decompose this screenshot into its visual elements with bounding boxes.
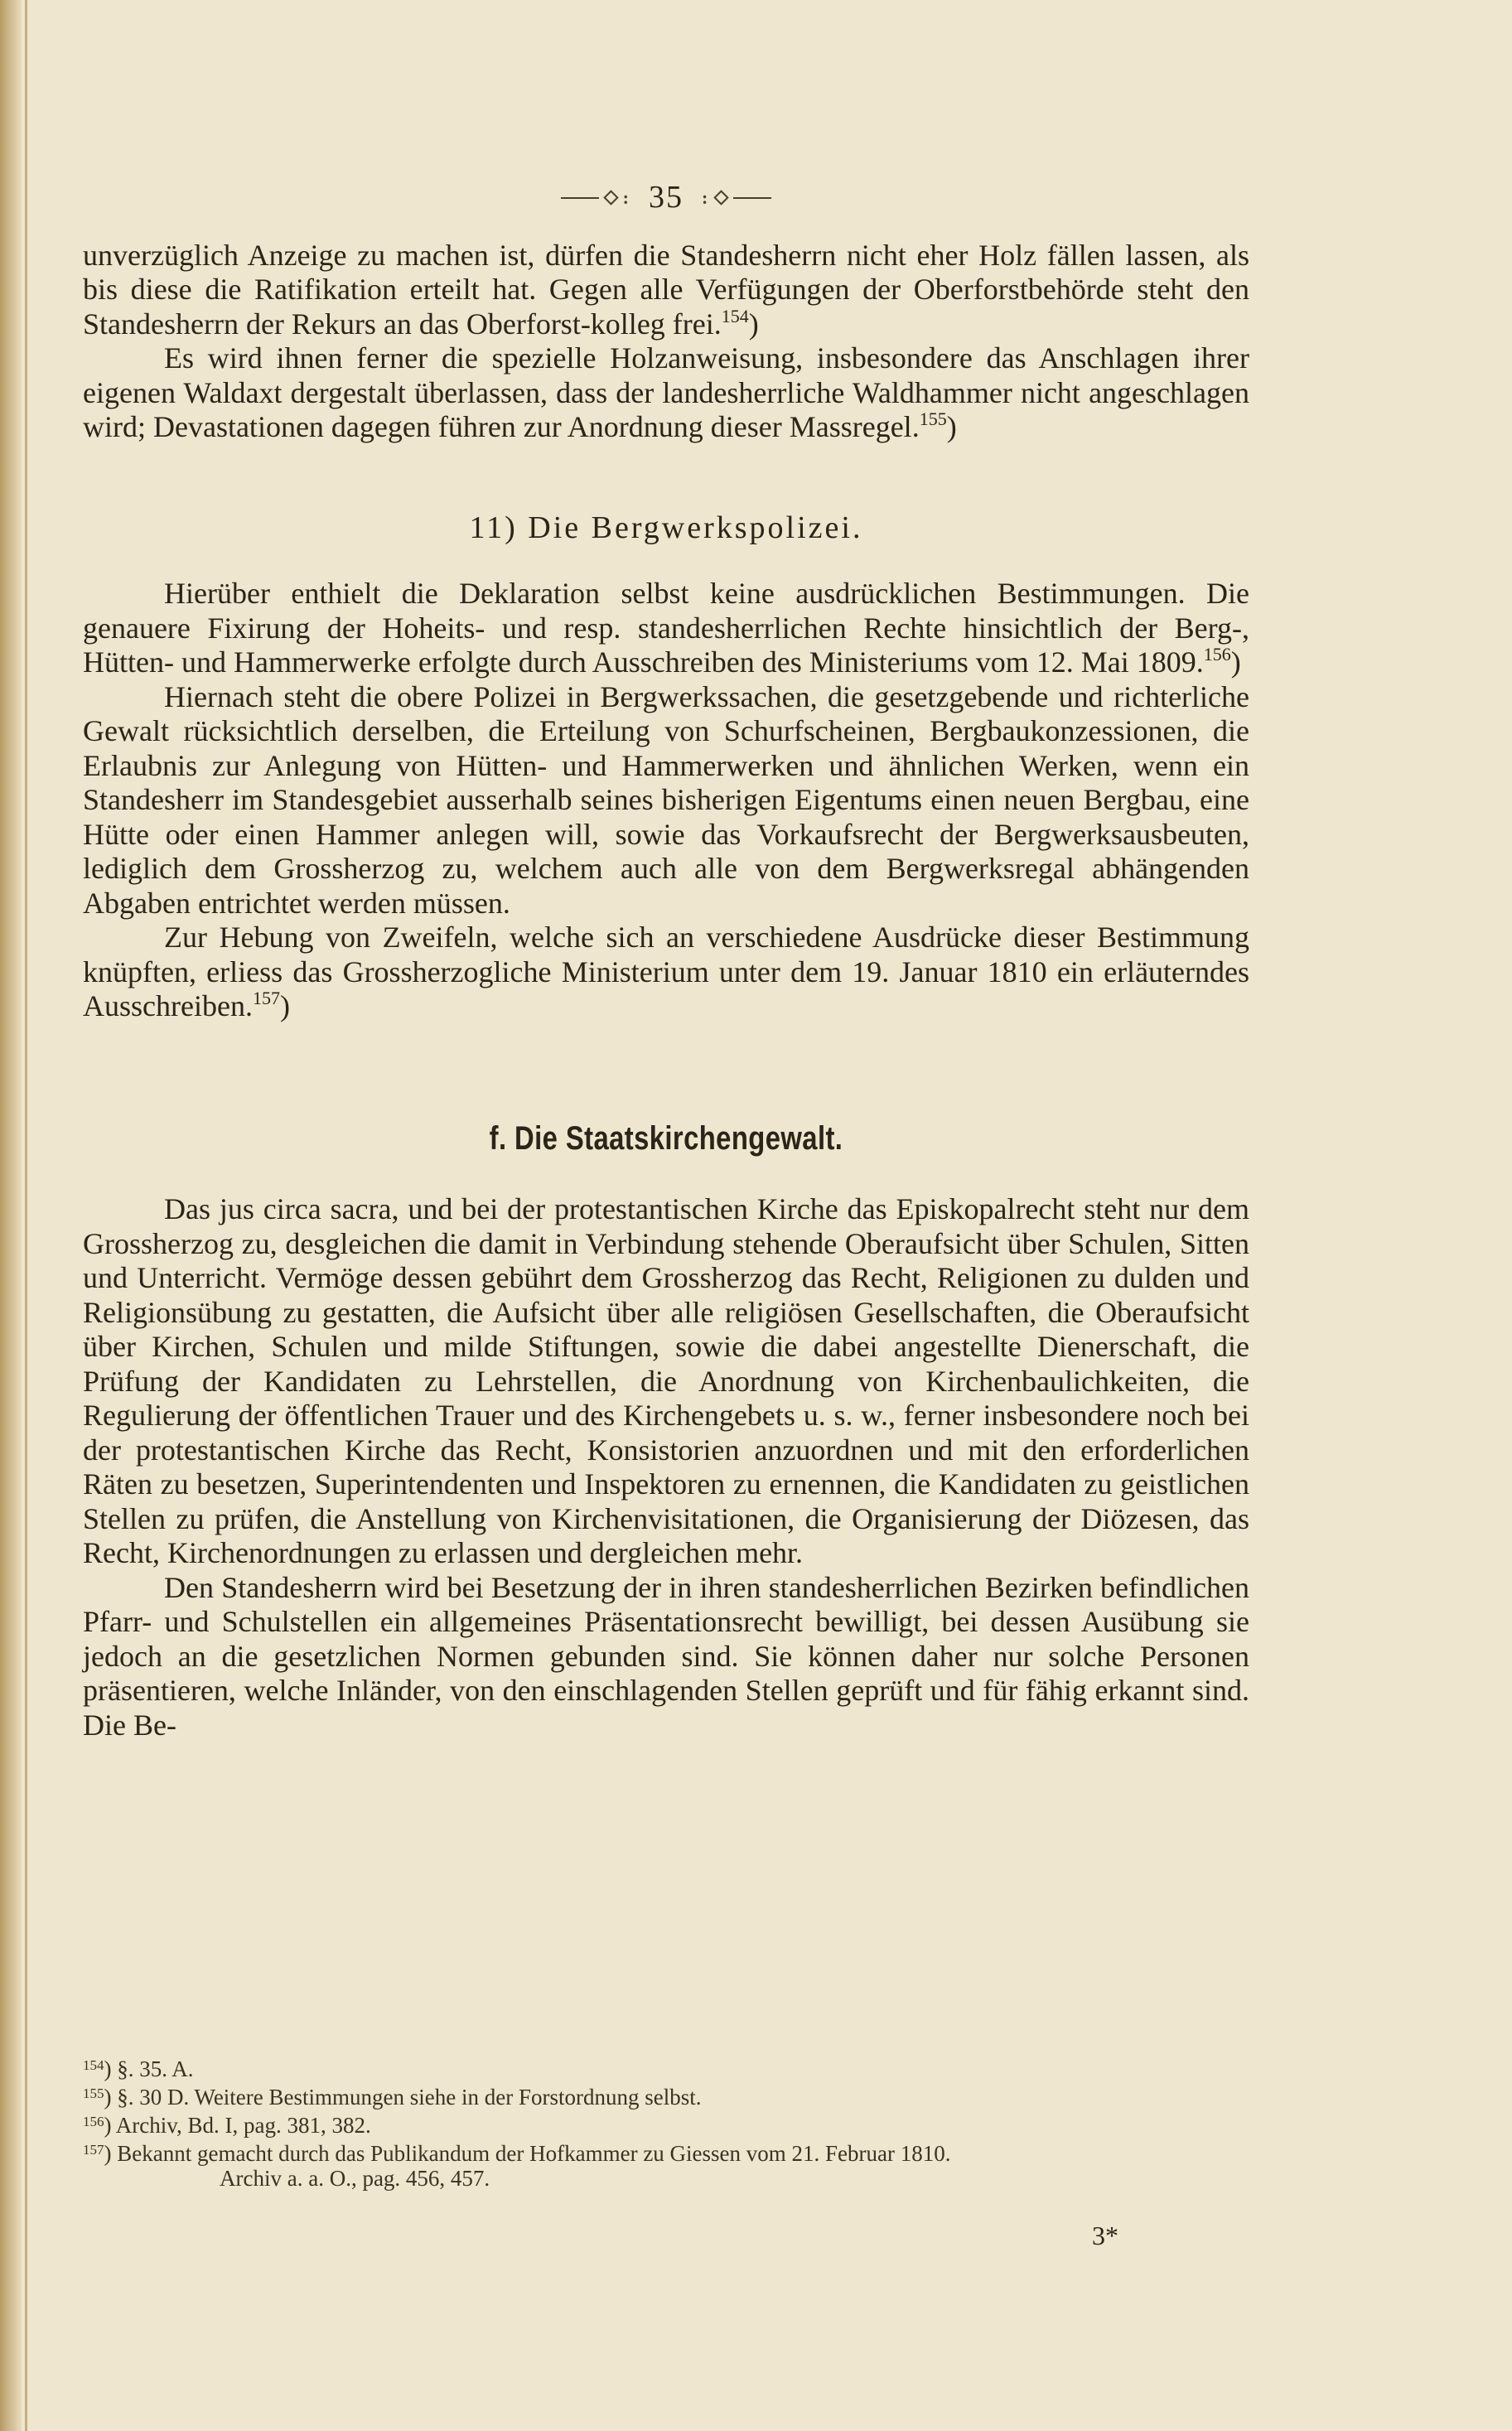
page-binding-edge [0,0,22,2431]
header-ornament-left: : [561,181,630,215]
page-binding-line [25,0,27,2431]
page-body [83,181,1249,1742]
footnotes [83,2053,1249,2191]
bergwerk-paragraph-2: Hiernach steht die obere Polizei in Bergwerkssachen, die gesetzgebende und richterliche Gewalt rücksichtlich derselben, die Erteilung von Schurfscheinen, Bergbaukonzessionen, die Erlaubnis zur Anlegung von Hütten- und Hammerwerken und ähnlichen Werken, wenn ein Standesherr im Standesgebiet ausserhalb seines bisherigen Eigentums einen neuen Bergbau, eine Hütte oder einen Hammer anlegen will, sowie das Vorkaufsrecht der Bergwerksausbeuten, lediglich dem Grossherzog zu, welchem auch alle von dem Bergwerksregal abhängenden Abgaben entrichtet werden müssen. [83,679,1249,920]
intro-paragraph-2: Es wird ihnen ferner die spezielle Holzanweisung, insbesondere das Anschlagen ihrer eigenen Waldaxt dergestalt überlassen, dass der landesherrliche Waldhammer nicht angeschlagen wird; Devastationen dagegen führen zur Anordnung dieser Massregel.$^{155}$) [83,341,1249,443]
bergwerk-paragraph-3: Zur Hebung von Zweifeln, welche sich an verschiedene Ausdrücke dieser Bestimmung knüpften, erliess das Grossherzogliche Ministerium unter dem 19. Januar 1810 ein erläuterndes Ausschreiben.$^{157}$) [83,921,1249,1022]
footnote-ref-154: 154 [721,305,749,326]
sheet-signature: 3* [1092,2221,1118,2250]
section-heading-staatskirchengewalt: f. Die Staatskirchengewalt. [489,1119,843,1157]
bergwerk-paragraph-1: Hierüber enthielt die Deklaration selbst keine ausdrücklichen Bestimmungen. Die genauere Fixirung der Hoheits- und resp. standesherrlichen Rechte hinsichtlich der Berg-, Hütten- und Hammerwerke erfolgte durch Ausschreiben des Ministeriums vom 12. Mai 1809.$^{156}$) [83,577,1249,679]
footnote-156: $^{156}$) Archiv, Bd. I, pag. 381, 382. [83,2113,371,2138]
page-header [83,181,1249,215]
kirche-paragraph-2: Den Standesherrn wird bei Besetzung der in ihren standesherrlichen Bezirken befindlichen Pfarr- und Schulstellen ein allgemeines Präsentationsrecht bewilligt, bei dessen Ausübung sie jedoch an die gesetzlichen Normen gebunden sind. Sie können daher nur solche Personen präsentieren, welche Inländer, von den einschlagenden Stellen geprüft und für fähig erkannt sind. Die Be- [83,1570,1249,1742]
footnote-ref-156: 156 [1203,644,1231,665]
kirche-paragraph-1: Das jus circa sacra, und bei der protestantischen Kirche das Episkopalrecht steht nur dem Grossherzog zu, desgleichen die damit in Verbindung stehende Oberaufsicht über Schulen, Sitten und Unterricht. Vermöge dessen gebührt dem Grossherzog das Recht, Religionen zu dulden und Religionsübung zu gestatten, die Aufsicht über alle religiösen Gesellschaften, die Oberaufsicht über Kirchen, Schulen und milde Stiftungen, sowie die dabei angestellte Dienerschaft, die Prüfung der Kandidaten zu Lehrstellen, die Anordnung von Kirchenbaulichkeiten, die Regulierung der öffentlichen Trauer und des Kirchengebets u. s. w., ferner insbesondere noch bei der protestantischen Kirche das Recht, Konsistorien anzuordnen und mit den erforderlichen Räten zu besetzen, Superintendenten und Inspektoren zu ernennen, die Kandidaten zu geistlichen Stellen zu prüfen, die Anstellung von Kirchenvisitationen, die Organisierung der Diözesen, das Recht, Kirchenordnungen zu erlassen und dergleichen mehr. [83,1192,1249,1569]
page-number: 35 [649,180,684,215]
intro-paragraph-1: unverzüglich Anzeige zu machen ist, dürfen die Standesherrn nicht eher Holz fällen lassen, als bis diese die Ratifikation erteilt hat. Gegen alle Verfügungen der Oberforstbehörde steht den Standesherrn der Rekurs an das Oberforst-kolleg frei.$^{154}$) [83,238,1249,341]
footnote-157-continued: Archiv a. a. O., pag. 456, 457. [220,2166,490,2191]
footnote-ref-155: 155 [919,408,947,429]
footnote-155: $^{155}$) §. 30 D. Weitere Bestimmungen siehe in der Forstordnung selbst. [83,2085,702,2110]
header-ornament-right: : [702,181,771,215]
subsection-heading-bergwerkspolizei: 11) Die Bergwerkspolizei. [469,510,863,545]
footnote-ref-157: 157 [252,988,280,1008]
footnote-154: $^{154}$) §. 35. A. [83,2056,194,2081]
footnote-157: $^{157}$) Bekannt gemacht durch das Publikandum der Hofkammer zu Giessen vom 21. Februar 1810. [83,2141,951,2166]
